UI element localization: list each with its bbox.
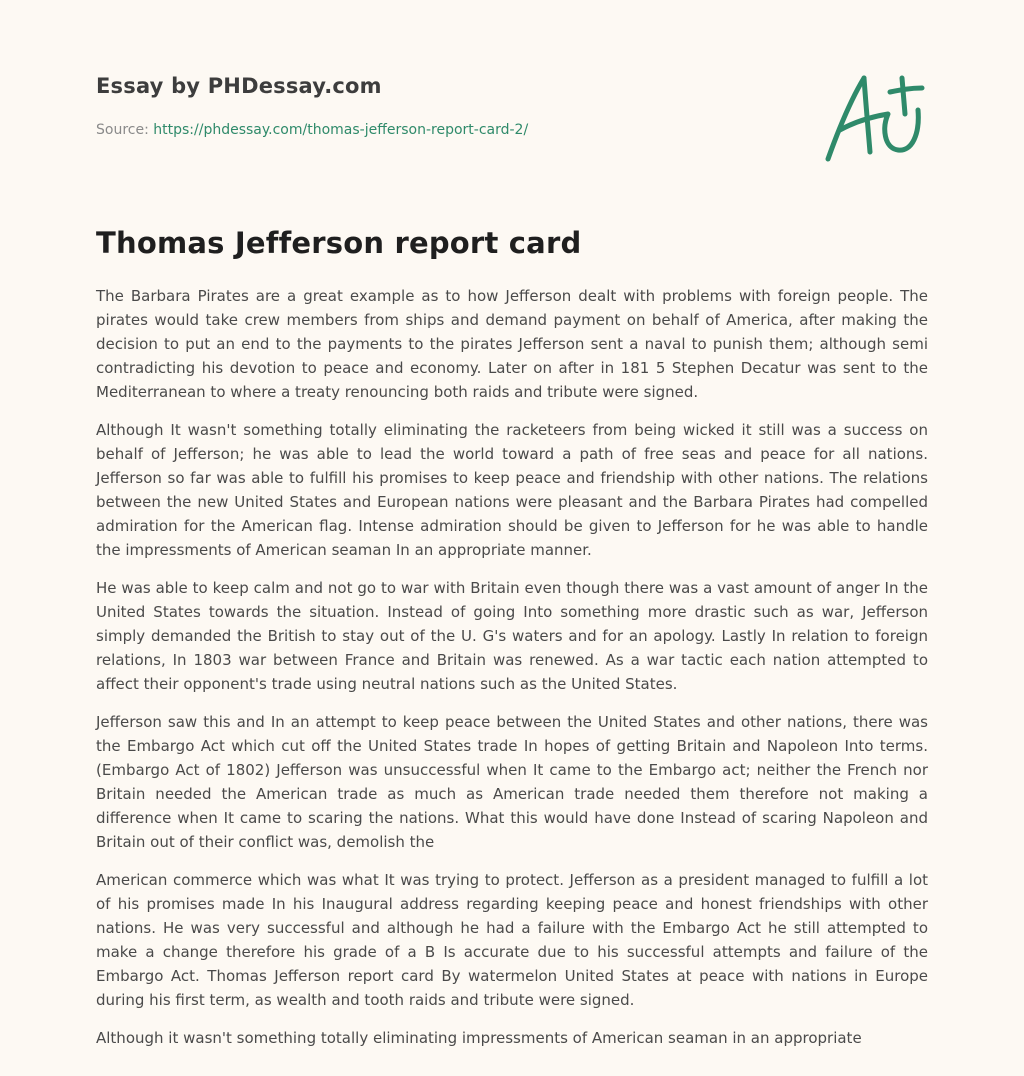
source-label: Source: (96, 122, 154, 138)
essay-paragraph: The Barbara Pirates are a great example as to how Jefferson dealt with problems with foreign people. The pirates would take crew members from ships and demand payment on behalf of America, after making the decision to put an end to the payments to the pirates Jefferson sent a naval to punish them; although semi contradicting his devotion to peace and economy. Later on after in 181 5 Stephen Decatur was sent to the Mediterranean to where a treaty renouncing both raids and tribute were signed. (96, 287, 928, 401)
essay-paragraph: American commerce which was what It was trying to protect. Jefferson as a president managed to fulfill a lot of his promises made In his Inaugural address regarding keeping peace and honest friendships with other nations. He was very successful and although he had a failure with the Embargo Act he still attempted to make a change therefore his grade of a B Is accurate due to his successful attempts and failure of the Embargo Act. Thomas Jefferson report card By watermelon United States at peace with nations in Europe during his first term, as wealth and tooth raids and tribute were signed. (96, 871, 928, 1009)
essay-paragraph: Although it wasn't something totally eliminating impressments of American seaman in an appropriate (96, 1029, 862, 1047)
source-line (96, 122, 936, 138)
brand-title: Essay by PHDessay.com (96, 74, 382, 98)
essay-paragraph: He was able to keep calm and not go to war with Britain even though there was a vast amount of anger In the United States towards the situation. Instead of going Into something more drastic such as war, Jefferson simply demanded the British to stay out of the U. G's waters and for an apology. Lastly In relation to foreign relations, In 1803 war between France and Britain was renewed. As a war tactic each nation attempted to affect their opponent's trade using neutral nations such as the United States. (96, 579, 928, 693)
essay-paragraph: Jefferson saw this and In an attempt to keep peace between the United States and other nations, there was the Embargo Act which cut off the United States trade In hopes of getting Britain and Napoleon Into terms. (Embargo Act of 1802) Jefferson was unsuccessful when It came to the Embargo act; neither the French nor Britain needed the American trade as much as American trade needed them therefore not making a difference when It came to scaring the nations. What this would have done Instead of scaring Napoleon and Britain out of their conflict was, demolish the (96, 713, 928, 851)
a-plus-grade-icon (818, 66, 930, 166)
essay-title: Thomas Jefferson report card (96, 226, 582, 260)
essay-body (96, 284, 928, 1064)
source-link[interactable]: https://phdessay.com/thomas-jefferson-report-card-2/ (153, 122, 529, 138)
essay-header (96, 74, 936, 138)
essay-paragraph: Although It wasn't something totally eliminating the racketeers from being wicked it still was a success on behalf of Jefferson; he was able to lead the world toward a path of free seas and peace for all nations. Jefferson so far was able to fulfill his promises to keep peace and friendship with other nations. The relations between the new United States and European nations were pleasant and the Barbara Pirates had compelled admiration for the American flag. Intense admiration should be given to Jefferson for he was able to handle the impressments of American seaman In an appropriate manner. (96, 421, 928, 559)
